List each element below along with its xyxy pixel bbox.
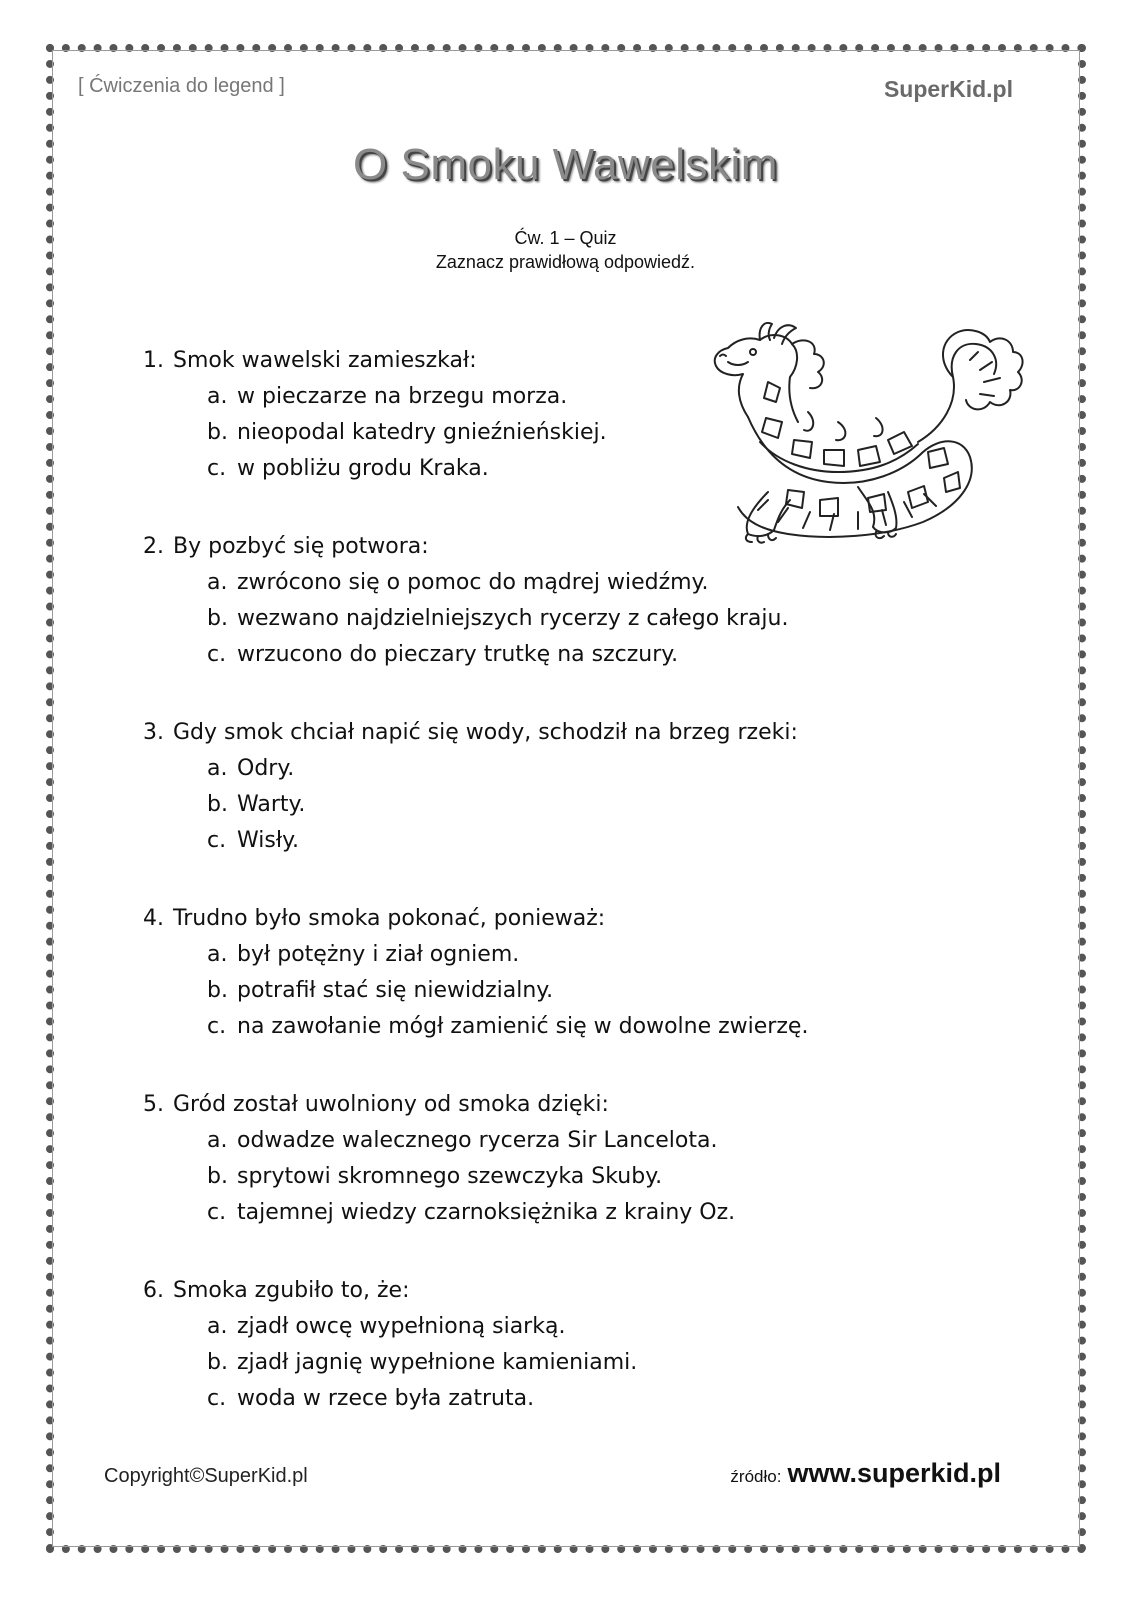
option-letter: a. [207,1314,228,1339]
option-6c[interactable] [143,1381,1023,1417]
copyright-text: Copyright©SuperKid.pl [104,1465,308,1487]
option-text: sprytowi skromnego szewczyka Skuby. [237,1164,663,1189]
question-number: 6. [143,1278,164,1303]
exercise-label: Ćw. 1 – Quiz [514,228,617,248]
option-4c[interactable] [143,1009,1023,1045]
option-letter: c. [207,828,227,853]
source-link[interactable]: www.superkid.pl [787,1458,1001,1488]
option-text: w pieczarze na brzegu morza. [237,384,568,409]
option-letter: c. [207,1200,227,1225]
option-5c[interactable] [143,1195,1023,1231]
question-5 [143,1087,1023,1273]
option-text: nieopodal katedry gnieźnieńskiej. [237,420,607,445]
question-number: 5. [143,1092,164,1117]
option-text: Wisły. [237,828,299,853]
question-3 [143,715,1023,901]
option-letter: b. [207,792,228,817]
option-text: zjadł jagnię wypełnione kamieniami. [237,1350,638,1375]
option-text: zwrócono się o pomoc do mądrej wiedźmy. [237,570,709,595]
option-letter: a. [207,756,228,781]
question-text: Trudno było smoka pokonać, ponieważ: [173,906,606,931]
option-3a[interactable] [143,751,1023,787]
option-letter: a. [207,570,228,595]
source-label: źródło: [730,1467,782,1486]
option-text: tajemnej wiedzy czarnoksiężnika z krainy Oz. [237,1200,736,1225]
category-label: [ Ćwiczenia do legend ] [78,75,285,97]
source-credit [730,1458,1001,1489]
option-text: woda w rzece była zatruta. [237,1386,535,1411]
option-5b[interactable] [143,1159,1023,1195]
option-text: Warty. [237,792,306,817]
option-letter: b. [207,1164,228,1189]
option-4a[interactable] [143,937,1023,973]
question-text: By pozbyć się potwora: [173,534,429,559]
option-letter: c. [207,1386,227,1411]
option-3b[interactable] [143,787,1023,823]
dragon-icon [708,322,1028,552]
question-2 [143,529,1023,715]
option-text: wezwano najdzielniejszych rycerzy z całego kraju. [237,606,789,631]
option-letter: b. [207,1350,228,1375]
question-4 [143,901,1023,1087]
option-letter: b. [207,606,228,631]
option-text: potrafił stać się niewidzialny. [237,978,554,1003]
option-letter: a. [207,384,228,409]
brand-logo-text: SuperKid.pl [883,76,1013,102]
question-number: 1. [143,348,164,373]
option-letter: b. [207,978,228,1003]
option-text: Odry. [237,756,295,781]
option-letter: a. [207,942,228,967]
exercise-header [0,226,1131,274]
option-2b[interactable] [143,601,1023,637]
question-number: 2. [143,534,164,559]
option-letter: b. [207,420,228,445]
option-text: zjadł owcę wypełnioną siarką. [237,1314,566,1339]
option-text: na zawołanie mógł zamienić się w dowolne zwierzę. [237,1014,809,1039]
question-text: Gdy smok chciał napić się wody, schodził na brzeg rzeki: [173,720,798,745]
question-text: Smok wawelski zamieszkał: [173,348,477,373]
option-text: odwadze walecznego rycerza Sir Lancelota. [237,1128,718,1153]
option-2c[interactable] [143,637,1023,673]
question-number: 4. [143,906,164,931]
option-3c[interactable] [143,823,1023,859]
page-title: O Smoku Wawelskim [353,140,778,189]
option-text: w pobliżu grodu Kraka. [237,456,489,481]
option-text: był potężny i ział ogniem. [237,942,520,967]
exercise-instruction: Zaznacz prawidłową odpowiedź. [435,252,696,272]
option-4b[interactable] [143,973,1023,1009]
question-number: 3. [143,720,164,745]
option-5a[interactable] [143,1123,1023,1159]
option-6b[interactable] [143,1345,1023,1381]
option-2a[interactable] [143,565,1023,601]
option-letter: c. [207,642,227,667]
option-letter: c. [207,456,227,481]
option-letter: a. [207,1128,228,1153]
option-letter: c. [207,1014,227,1039]
option-text: wrzucono do pieczary trutkę na szczury. [237,642,679,667]
question-6 [143,1273,1023,1459]
question-text: Smoka zgubiło to, że: [173,1278,410,1303]
option-6a[interactable] [143,1309,1023,1345]
question-text: Gród został uwolniony od smoka dzięki: [173,1092,609,1117]
